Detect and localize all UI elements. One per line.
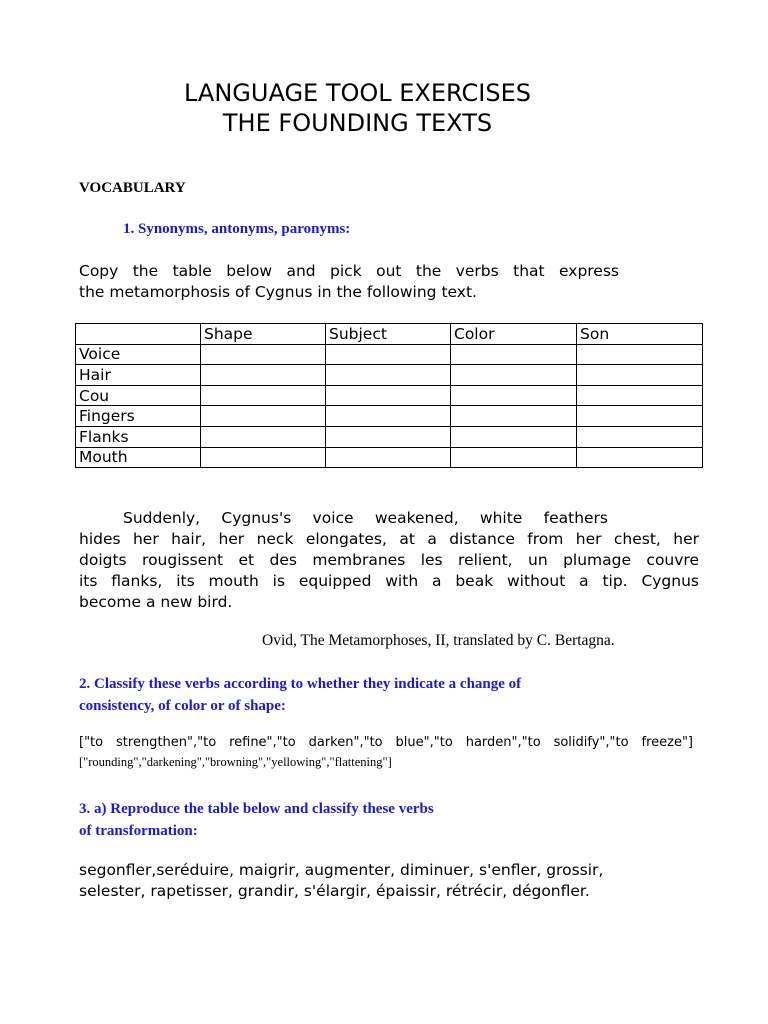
passage-line: become a new bird.: [79, 593, 233, 611]
table-cell: [451, 385, 577, 406]
table-header-row: [76, 324, 703, 345]
section-2-heading: [79, 673, 579, 717]
table-cell: [326, 385, 451, 406]
row-label: Hair: [76, 365, 201, 386]
title-line-1: LANGUAGE TOOL EXERCISES: [183, 79, 531, 107]
passage-line: doigts rougissent et des membranes les relient, un plumage couvre: [79, 551, 699, 569]
cygnus-passage: [79, 508, 699, 613]
table-header-cell: [76, 324, 201, 345]
passage-citation: Ovid, The Metamorphoses, II, translated by C. Bertagna.: [262, 632, 615, 649]
table-cell: [201, 365, 326, 386]
heading-line: 3. a) Reproduce the table below and classify these verbs: [79, 801, 434, 817]
table-cell: [451, 344, 577, 365]
row-label: Mouth: [76, 447, 201, 468]
table-cell: [577, 447, 703, 468]
table-cell: [326, 426, 451, 447]
table-cell: [326, 365, 451, 386]
table-cell: [326, 344, 451, 365]
passage-line: its flanks, its mouth is equipped with a beak without a tip. Cygnus: [79, 572, 699, 590]
section-1-heading: 1. Synonyms, antonyms, paronyms:: [123, 221, 351, 237]
title-line-2: THE FOUNDING TEXTS: [222, 109, 493, 137]
row-label: Flanks: [76, 426, 201, 447]
table-cell: [577, 426, 703, 447]
table-row: [76, 365, 703, 386]
heading-line: 2. Classify these verbs according to whether they indicate a change of: [79, 676, 522, 692]
row-label: Fingers: [76, 406, 201, 427]
table-row: [76, 447, 703, 468]
table-cell: [451, 426, 577, 447]
table-cell: [577, 385, 703, 406]
instruction-line: the metamorphosis of Cygnus in the following text.: [79, 283, 477, 301]
table-cell: [201, 406, 326, 427]
table-cell: [201, 426, 326, 447]
table-cell: [577, 344, 703, 365]
row-label: Cou: [76, 385, 201, 406]
verb-list-1: ["to strengthen","to refine","to darken","to blue","to harden","to solidify","to freeze"]: [79, 735, 693, 750]
table-row: [76, 406, 703, 427]
passage-line: Suddenly, Cygnus's voice weakened, white feathers: [123, 509, 608, 527]
table-header-cell: Subject: [326, 324, 451, 345]
passage-line: hides her hair, her neck elongates, at a distance from her chest, her: [79, 530, 699, 548]
metamorphosis-table: [75, 323, 703, 468]
heading-line: of transformation:: [79, 823, 198, 839]
transformation-verbs: [79, 860, 699, 902]
table-cell: [201, 344, 326, 365]
table-cell: [451, 365, 577, 386]
row-label: Voice: [76, 344, 201, 365]
table-cell: [201, 385, 326, 406]
section-1-instructions: [79, 261, 619, 303]
table-header-cell: Shape: [201, 324, 326, 345]
table-cell: [326, 447, 451, 468]
verb-list-2: ["rounding","darkening","browning","yellowing","flattening"]: [79, 755, 392, 769]
table-cell: [201, 447, 326, 468]
instruction-line: Copy the table below and pick out the verbs that express: [79, 262, 619, 280]
section-3-heading: [79, 798, 539, 842]
verbs-line: selester, rapetisser, grandir, s'élargir, épaissir, rétrécir, dégonfler.: [79, 882, 590, 900]
verbs-line: segonfler,seréduire, maigrir, augmenter, diminuer, s'enfler, grossir,: [79, 861, 604, 879]
table-cell: [577, 365, 703, 386]
table-cell: [577, 406, 703, 427]
vocabulary-heading: VOCABULARY: [79, 180, 186, 196]
table-header-cell: Color: [451, 324, 577, 345]
table-cell: [326, 406, 451, 427]
page-title: [0, 78, 715, 138]
table-cell: [451, 447, 577, 468]
table-row: [76, 344, 703, 365]
table-header-cell: Son: [577, 324, 703, 345]
heading-line: consistency, of color or of shape:: [79, 698, 286, 714]
table-cell: [451, 406, 577, 427]
table-row: [76, 385, 703, 406]
table-row: [76, 426, 703, 447]
